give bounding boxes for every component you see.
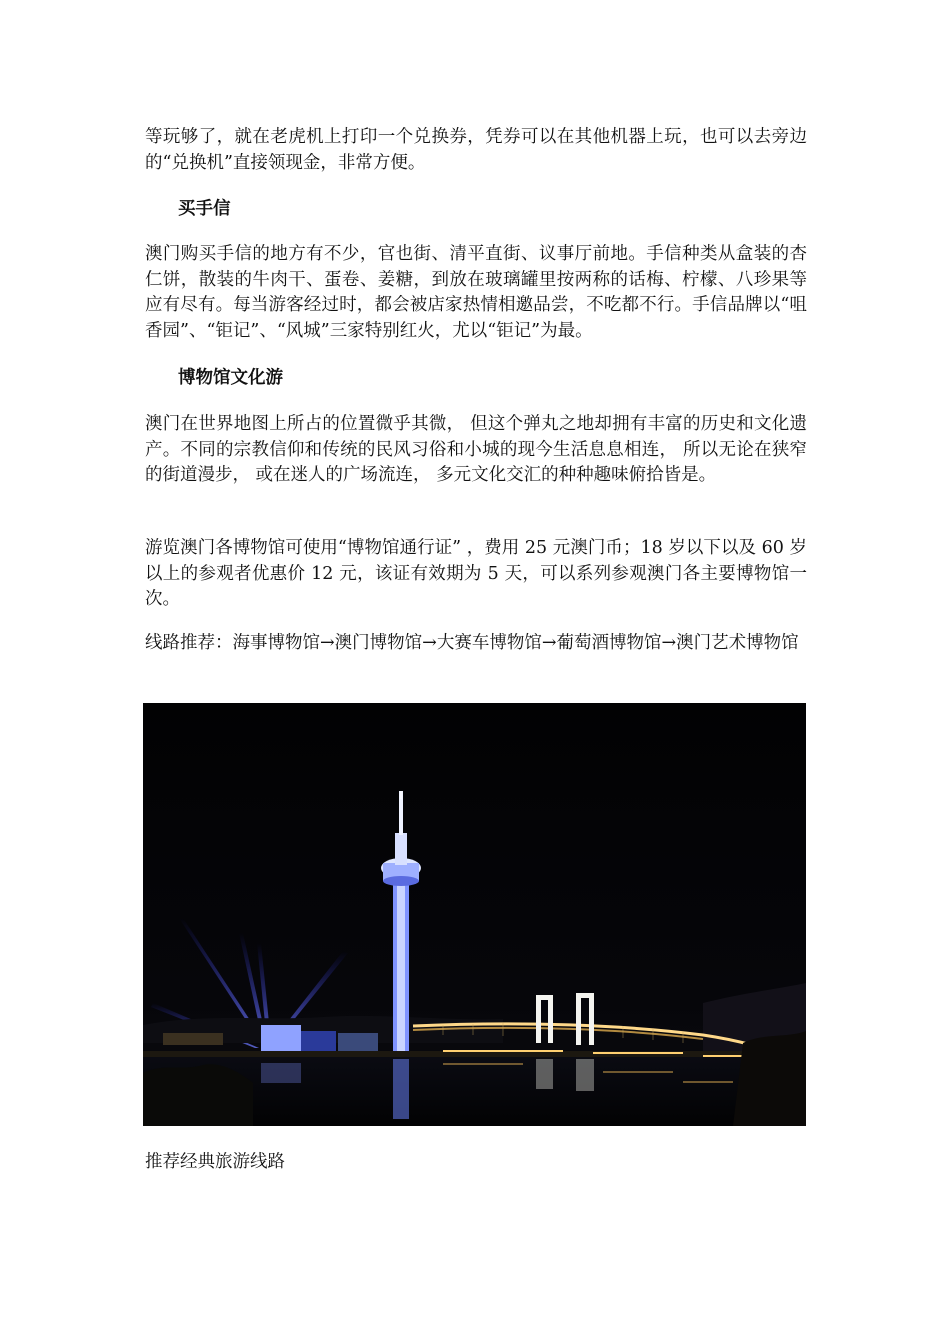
paragraph-route: 线路推荐：海事博物馆→澳门博物馆→大赛车博物馆→葡萄酒博物馆→澳门艺术博物馆	[145, 633, 799, 653]
paragraph-culture: 澳门在世界地图上所占的位置微乎其微， 但这个弹丸之地却拥有丰富的历史和文化遗产。不同的宗教信仰和传统的民风习俗和小城的现今生活息息相连， 所以无论在狭窄的街道漫步， 或在迷人的广场流连， 多元文化交汇的种种趣味俯拾皆是。	[145, 414, 807, 485]
paragraph-slot-machine: 等玩够了，就在老虎机上打印一个兑换券，凭券可以在其他机器上玩，也可以去旁边的“兑换机”直接领现金，非常方便。	[145, 127, 807, 173]
heading-museum-tour: 博物馆文化游	[178, 368, 283, 388]
photo-caption: 推荐经典旅游线路	[145, 1152, 285, 1172]
heading-souvenirs: 买手信	[178, 199, 231, 219]
paragraph-souvenirs: 澳门购买手信的地方有不少，官也街、清平直街、议事厅前地。手信种类从盒装的杏仁饼，散装的牛肉干、蛋卷、姜糖，到放在玻璃罐里按两称的话梅、柠檬、八珍果等应有尽有。每当游客经过时，都会被店家热情相邀品尝，不吃都不行。手信品牌以“咀香园”、“钜记”、“风城”三家特别红火，尤以“钜记”为最。	[145, 244, 807, 341]
paragraph-museum-pass: 游览澳门各博物馆可使用“博物馆通行证” ，费用 25 元澳门币；18 岁以下以及 60 岁以上的参观者优惠价 12 元，该证有效期为 5 天，可以系列参观澳门各主要博物馆一次。	[145, 538, 807, 609]
macau-tower-night-photo	[143, 703, 806, 1126]
